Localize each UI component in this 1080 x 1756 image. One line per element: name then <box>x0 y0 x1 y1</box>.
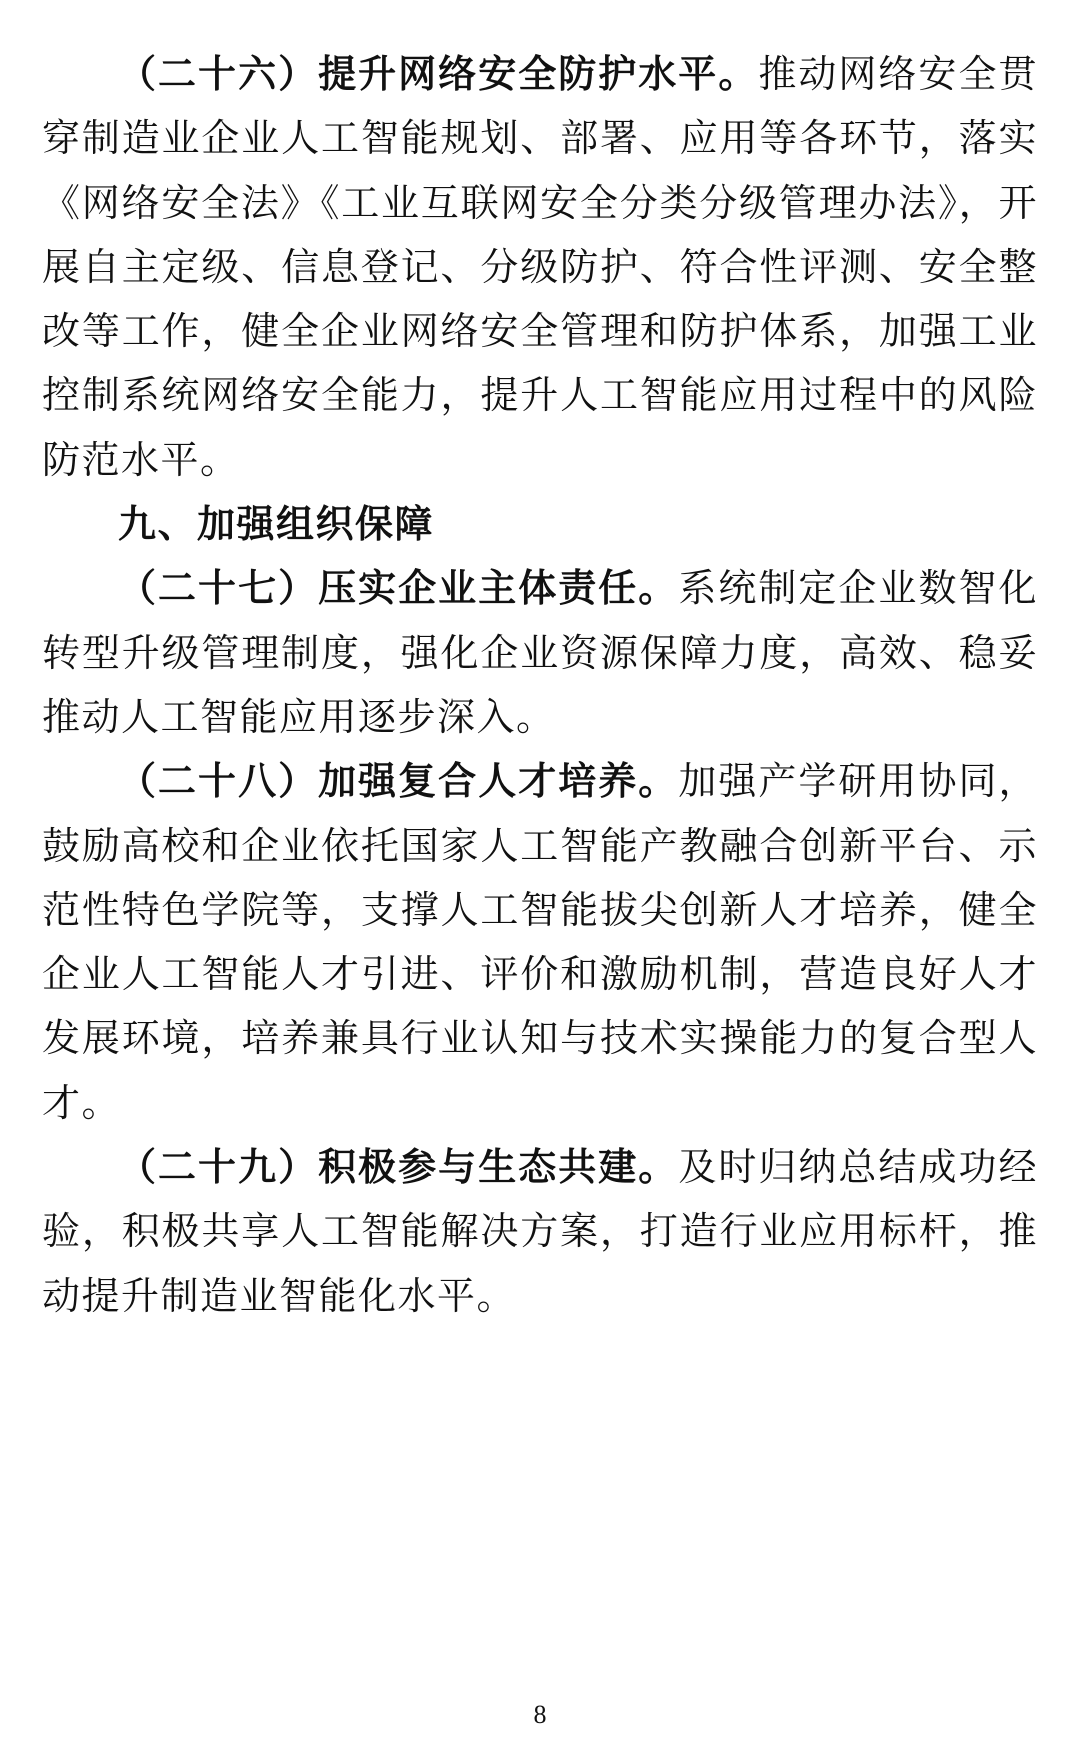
paragraph-27-text: 系统制定企业数智化转型升级管理制度，强化企业资源保障力度，高效、稳妥推动人工智能应用逐步深入。 <box>42 566 1038 739</box>
page-number: 8 <box>533 1700 547 1729</box>
paragraph-26-text: 推动网络安全贯穿制造业企业人工智能规划、部署、应用等各环节，落实《网络安全法》《工业互联网安全分类分级管理办法》，开展自主定级、信息登记、分级防护、符合性评测、安全整改等工作，健全企业网络安全管理和防护体系，加强工业控制系统网络安全能力，提升人工智能应用过程中的风险防范水平。 <box>42 52 1038 482</box>
paragraph-28-lead: （二十八）加强复合人才培养。 <box>118 759 679 804</box>
paragraph-29 <box>42 1135 1038 1328</box>
paragraph-28-text: 加强产学研用协同，鼓励高校和企业依托国家人工智能产教融合创新平台、示范性特色学院等，支撑人工智能拔尖创新人才培养，健全企业人工智能人才引进、评价和激励机制，营造良好人才发展环境，培养兼具行业认知与技术实操能力的复合型人才。 <box>42 759 1038 1125</box>
paragraph-29-text: 及时归纳总结成功经验，积极共享人工智能解决方案，打造行业应用标杆，推动提升制造业智能化水平。 <box>42 1145 1038 1318</box>
paragraph-26 <box>42 42 1038 492</box>
paragraph-29-lead: （二十九）积极参与生态共建。 <box>118 1145 679 1190</box>
document-body <box>42 42 1038 1328</box>
paragraph-27 <box>42 556 1038 749</box>
paragraph-28 <box>42 749 1038 1135</box>
paragraph-26-lead: （二十六）提升网络安全防护水平。 <box>118 52 759 96</box>
section-heading-9: 九、加强组织保障 <box>118 502 435 547</box>
paragraph-27-lead: （二十七）压实企业主体责任。 <box>118 566 679 611</box>
